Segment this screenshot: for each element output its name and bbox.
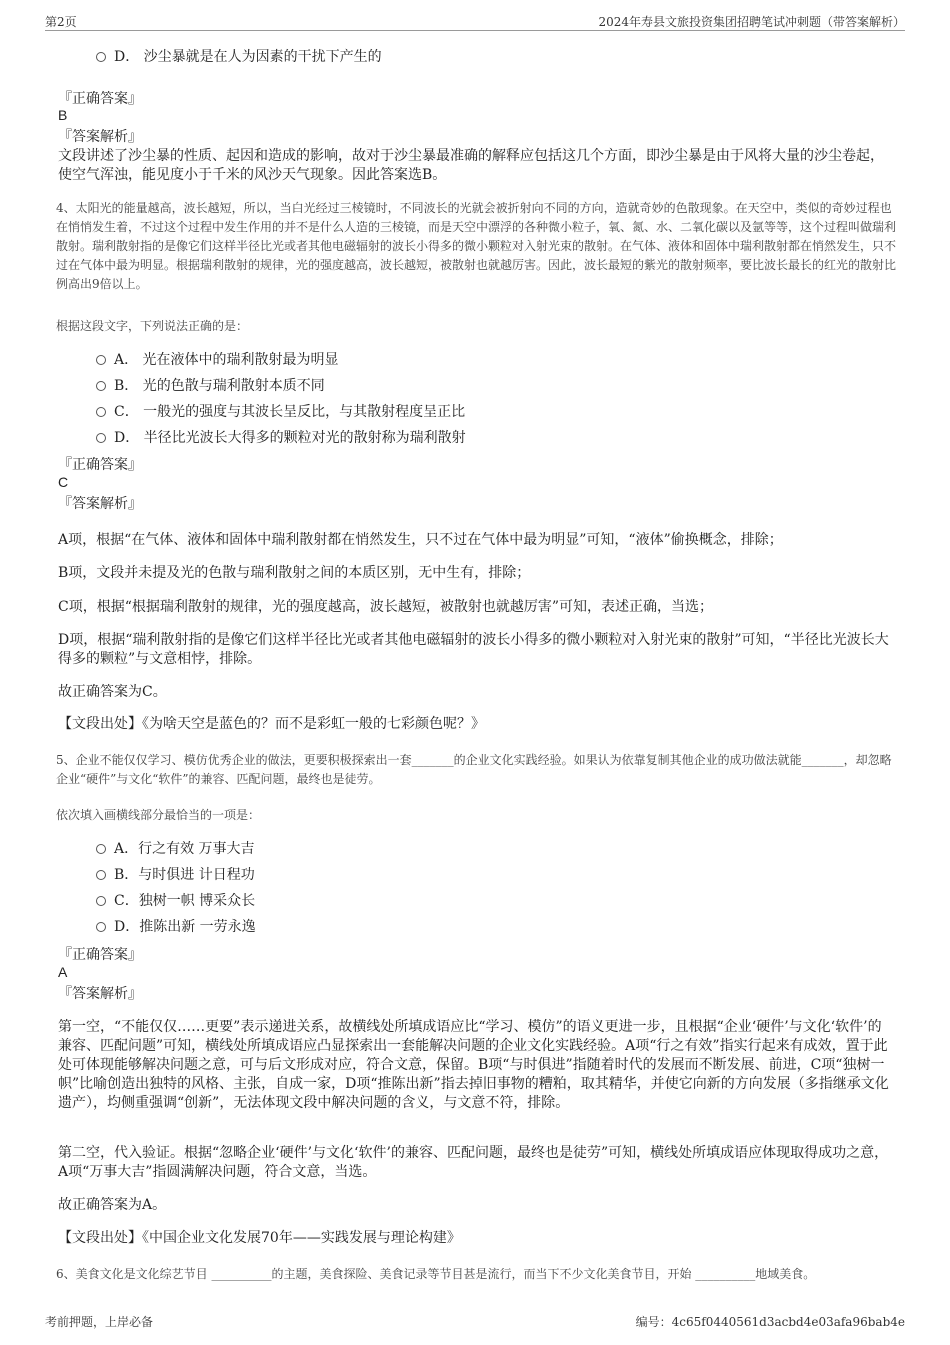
document-code: 编号：4c65f0440561d3acbd4e03afa96bab4e xyxy=(635,1315,905,1329)
page-header xyxy=(45,10,905,31)
page-number: 第2页 xyxy=(45,15,77,29)
analysis-text: B项，文段并未提及光的色散与瑞利散射之间的本质区别，无中生有，排除； xyxy=(58,565,531,581)
analysis-text: 第一空，“不能仅仅……更要”表示递进关系，故横线处所填成语应比“学习、模仿”的语义更进一步，且根据“企业‘硬件’与文化‘软件’的兼容、匹配问题”可知，横线处所填成语应凸显探索出一套能解决问题的企业文化实践经验。A项“行之有效”指实行起来有成效，置于此处可体现能够解决问题之意，可与后文形成对应，符合文意，保留。B项“与时俱进”指随着时代的发展而不断发展、前进，C项“独树一帜”比喻创造出独特的风格、主张，自成一家，D项“推陈出新”指去掉旧事物的糟粕，取其精华，并使它向新的方向发展（多指继承文化遗产），均侧重强调“创新”，无法体现文段中解决问题的含义，与文意不符，排除。 xyxy=(58,1019,889,1111)
source-citation: 【文段出处】《为啥天空是蓝色的？而不是彩虹一般的七彩颜色呢？》 xyxy=(58,716,485,732)
answer-label: 『正确答案』 xyxy=(58,457,142,473)
option-d[interactable]: D． 沙尘暴就是在人为因素的干扰下产生的 xyxy=(96,48,382,66)
analysis-text: 文段讲述了沙尘暴的性质、起因和造成的影响，故对于沙尘暴最准确的解释应包括这几个方面，即沙尘暴是由于风将大量的沙尘卷起，使空气浑浊，能见度小于千米的风沙天气现象。因此答案选B。 xyxy=(58,148,884,183)
option-b[interactable]: B．与时俱进 计日程功 xyxy=(96,866,255,884)
analysis-text: 第二空，代入验证。根据“忽略企业‘硬件’与文化‘软件’的兼容、匹配问题，最终也是徒劳”可知，横线处所填成语应体现取得成功之意，A项“万事大吉”指圆满解决问题，符合文意，当选。 xyxy=(58,1145,889,1180)
footer-slogan: 考前押题，上岸必备 xyxy=(45,1315,154,1329)
question-prompt: 依次填入画横线部分最恰当的一项是： xyxy=(56,808,261,822)
analysis-text: A项，根据“在气体、液体和固体中瑞利散射都在悄然发生，只不过在气体中最为明显”可知，“液体”偷换概念，排除； xyxy=(58,532,783,548)
question-text: 5、企业不能仅仅学习、模仿优秀企业的做法，更要积极探索出一套_______的企业文化实践经验。如果认为依靠复制其他企业的成功做法就能_______，却忽略企业“硬件”与文化“软件”的兼容、匹配问题，最终也是徒劳。 xyxy=(56,753,892,786)
question-prompt: 根据这段文字，下列说法正确的是： xyxy=(56,319,249,333)
question-text: 6、美食文化是文化综艺节目 __________的主题，美食探险、美食记录等节目甚是流行，而当下不少文化美食节目，开始 __________地域美食。 xyxy=(56,1267,816,1281)
option-b[interactable]: B． 光的色散与瑞利散射本质不同 xyxy=(96,377,325,395)
radio-icon[interactable] xyxy=(96,407,106,417)
question-text: 4、太阳光的能量越高，波长越短，所以，当白光经过三棱镜时，不同波长的光就会被折射向不同的方向，造就奇妙的色散现象。在天空中，类似的奇妙过程也在悄悄发生着，不过这个过程中发生作用的并不是什么人造的三棱镜，而是天空中漂浮的各种微小粒子，氧、氮、水、二氧化碳以及氩等等，这个过程叫做瑞利散射。瑞利散射指的是像它们这样半径比光或者其他电磁辐射的波长小得多的微小颗粒对入射光束的散射。在气体、液体和固体中瑞利散射都在悄然发生，只不过在气体中最为明显。根据瑞利散射的规律，光的强度越高，波长越短，被散射也就越厉害。因此，波长最短的紫光的散射频率，要比波长最长的红光的散射比例高出9倍以上。 xyxy=(56,201,897,291)
analysis-text: 故正确答案为C。 xyxy=(58,684,167,700)
radio-icon[interactable] xyxy=(96,355,106,365)
option-d[interactable]: D．推陈出新 一劳永逸 xyxy=(96,918,256,936)
analysis-label: 『答案解析』 xyxy=(58,496,142,512)
radio-icon[interactable] xyxy=(96,433,106,443)
radio-icon[interactable] xyxy=(96,844,106,854)
analysis-text: C项，根据“根据瑞利散射的规律，光的强度越高，波长越短，被散射也就越厉害”可知，表述正确，当选； xyxy=(58,599,714,615)
correct-answer: B xyxy=(58,107,68,123)
answer-label: 『正确答案』 xyxy=(58,91,142,107)
radio-icon[interactable] xyxy=(96,52,106,62)
radio-icon[interactable] xyxy=(96,896,106,906)
radio-icon[interactable] xyxy=(96,922,106,932)
answer-label: 『正确答案』 xyxy=(58,947,142,963)
option-a[interactable]: A． 光在液体中的瑞利散射最为明显 xyxy=(96,351,339,369)
document-title: 2024年寿县文旅投资集团招聘笔试冲刺题（带答案解析） xyxy=(598,15,905,29)
analysis-label: 『答案解析』 xyxy=(58,129,142,145)
analysis-text: 故正确答案为A。 xyxy=(58,1197,167,1213)
option-c[interactable]: C． 一般光的强度与其波长呈反比，与其散射程度呈正比 xyxy=(96,403,465,421)
option-c[interactable]: C．独树一帜 博采众长 xyxy=(96,892,255,910)
analysis-label: 『答案解析』 xyxy=(58,986,142,1002)
radio-icon[interactable] xyxy=(96,381,106,391)
option-a[interactable]: A．行之有效 万事大吉 xyxy=(96,840,255,858)
option-d[interactable]: D． 半径比光波长大得多的颗粒对光的散射称为瑞利散射 xyxy=(96,429,466,447)
correct-answer: A xyxy=(58,964,68,980)
analysis-text: D项，根据“瑞利散射指的是像它们这样半径比光或者其他电磁辐射的波长小得多的微小颗粒对入射光束的散射”可知，“半径比光波长大得多的颗粒”与文意相悖，排除。 xyxy=(58,632,889,667)
source-citation: 【文段出处】《中国企业文化发展70年——实践发展与理论构建》 xyxy=(58,1230,461,1246)
correct-answer: C xyxy=(58,474,69,490)
radio-icon[interactable] xyxy=(96,870,106,880)
